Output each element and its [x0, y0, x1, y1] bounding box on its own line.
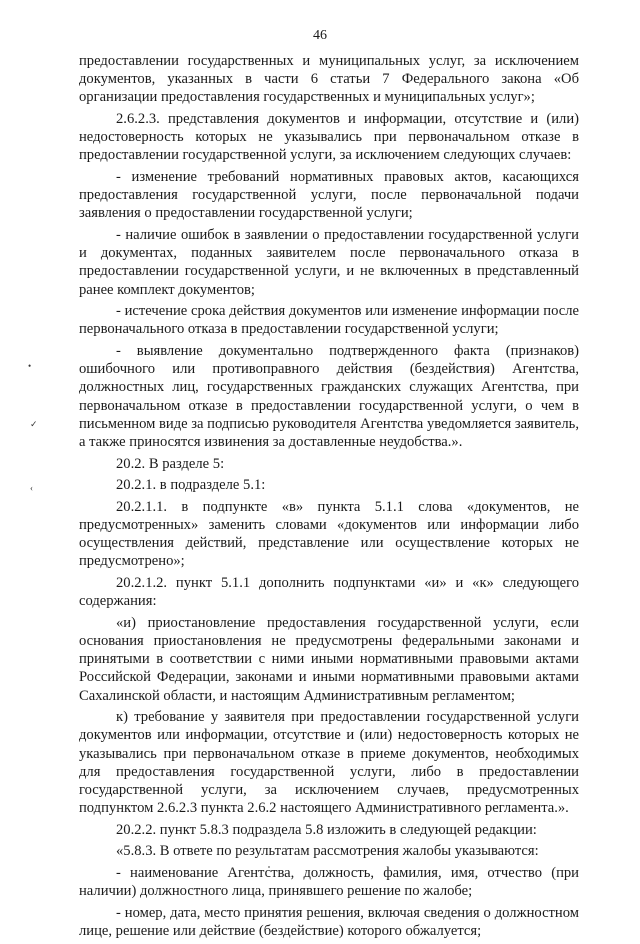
paragraph: - изменение требований нормативных правовых актов, касающихся предоставления государственной услуги, после первоначальной подачи заявления о предоставлении государственной услуги; [79, 169, 579, 222]
paragraph: - выявление документально подтвержденного факта (признаков) ошибочного или противоправного действия (бездействия) Агентства, должностных лиц, государственных гражданских служащих Агентства, при первоначальном отказе в предоставлении государственной услуги, о чем в письменном виде за подписью руководителя Агентства уведомляется заявитель, а также приносятся извинения за доставленные неудобства.». [79, 343, 579, 451]
paragraph: предоставлении государственных и муниципальных услуг, за исключением документов, указанных в части 6 статьи 7 Федерального закона «Об организации предоставления государственных и муниципальных услуг»; [79, 53, 579, 106]
paragraph: - номер, дата, место принятия решения, включая сведения о должностном лице, решение или действие (бездействие) которого обжалуется; [79, 904, 579, 939]
paragraph: 20.2.2. пункт 5.8.3 подраздела 5.8 изложить в следующей редакции: [116, 821, 537, 838]
paragraph: - наименование Агентства, должность, фамилия, имя, отчество (при наличии) должностного лица, принявшего решение по жалобе; [79, 865, 579, 900]
margin-mark: ✓ [30, 419, 38, 429]
paragraph: 20.2.1.2. пункт 5.1.1 дополнить подпунктами «и» и «к» следующего содержания: [79, 575, 579, 610]
page-number: 46 [313, 28, 327, 43]
paragraph: 20.2.1. в подразделе 5.1: [116, 477, 266, 494]
margin-mark: • [28, 361, 32, 371]
paragraph: к) требование у заявителя при предоставлении государственной услуги документов или информации, отсутствие и (или) недостоверность которых не указывались при первоначальном отказе в приеме документов, необходимых для предоставления государственной услуги, либо в предоставлении государственной услуги, за исключением случаев, предусмотренных подпунктом 2.6.2.3 пункта 2.6.2 настоящего Административного регламента.». [79, 709, 579, 817]
paragraph: 2.6.2.3. представления документов и информации, отсутствие и (или) недостоверность которых не указывались при первоначальном отказе в предоставлении государственной услуги, за исключением следующих случаев: [79, 111, 579, 164]
paragraph: 20.2.1.1. в подпункте «в» пункта 5.1.1 слова «документов, не предусмотренных» заменить словами «документов или информации либо осуществления действий, представление или осуществление которых не предусмотрено»; [79, 498, 579, 570]
document-body [79, 52, 579, 944]
margin-mark: ‹ [30, 483, 33, 493]
paragraph: «и) приостановление предоставления государственной услуги, если основания приостановления не предусмотрены федеральными законами и принятыми в соответствии с ними иными нормативными правовыми актами Российской Федерации, законами и иными нормативными правовыми актами Сахалинской области, и настоящим Административным регламентом; [79, 614, 579, 704]
paragraph: - истечение срока действия документов или изменение информации после первоначального отказа в предоставлении государственной услуги; [79, 303, 579, 338]
paragraph: - наличие ошибок в заявлении о предоставлении государственной услуги и документах, поданных заявителем после первоначального отказа в предоставлении государственной услуги, и не включенных в представленный ранее комплект документов; [79, 227, 579, 298]
paragraph: 20.2. В разделе 5: [116, 455, 225, 472]
paragraph: «5.8.3. В ответе по результатам рассмотрения жалобы указываются: [116, 843, 539, 860]
